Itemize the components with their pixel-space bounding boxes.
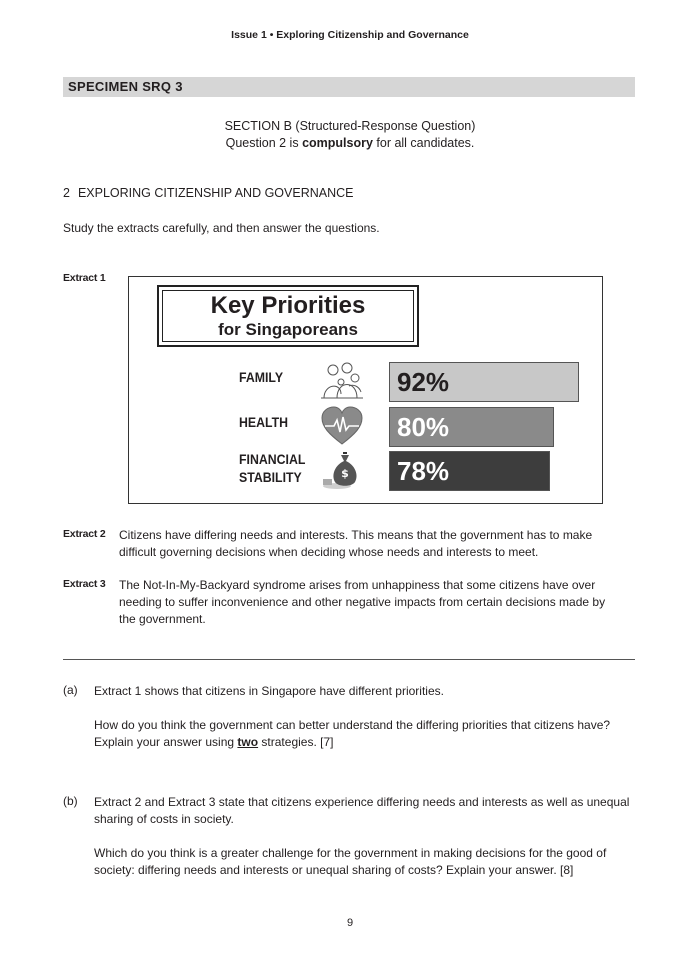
- extract-2-label: Extract 2: [63, 528, 106, 540]
- page-header: Issue 1 • Exploring Citizenship and Governance: [231, 29, 469, 41]
- section-line-2: Question 2 is compulsory for all candidates.: [225, 136, 475, 150]
- specimen-banner: [63, 77, 635, 97]
- category-label-family: FAMILY: [239, 369, 284, 385]
- category-label-health: HEALTH: [239, 414, 289, 430]
- question-number: 2: [63, 186, 70, 200]
- part-b-letter: (b): [63, 794, 78, 808]
- divider-rule: [63, 659, 635, 660]
- chart-title: Key Priorities: [210, 292, 366, 319]
- extract-3-text: The Not-In-My-Backyard syndrome arises from unhappiness that some citizens have over needing to suffer inconvenience and other negative impacts from certain decisions made by the government.: [119, 578, 606, 626]
- bar-health: [389, 407, 554, 447]
- section-line-1: SECTION B (Structured-Response Question): [224, 119, 476, 133]
- section-heading: [0, 118, 700, 152]
- heart-icon: [319, 405, 365, 447]
- part-a-letter: (a): [63, 683, 78, 697]
- money-bag-icon: [319, 449, 365, 491]
- extract-3-label: Extract 3: [63, 578, 106, 590]
- bar-family: [389, 362, 579, 402]
- chart-title-box: [157, 285, 419, 347]
- question-heading: [63, 186, 361, 200]
- bar-value-label: 78%: [397, 456, 450, 486]
- specimen-label: SPECIMEN SRQ 3: [68, 79, 183, 94]
- family-icon: [319, 360, 365, 402]
- question-title: EXPLORING CITIZENSHIP AND GOVERNANCE: [77, 186, 354, 200]
- svg-text:$: $: [341, 467, 349, 480]
- extract-2-text: Citizens have differing needs and interests. This means that the government has to make difficult governing decisions when deciding whose needs and interests to meet.: [119, 528, 593, 559]
- instruction-text: Study the extracts carefully, and then answer the questions.: [63, 221, 380, 235]
- chart-subtitle: for Singaporeans: [218, 320, 358, 339]
- extract-1-chart: [128, 276, 603, 504]
- page-number: 9: [346, 917, 354, 929]
- bar-value-label: 92%: [397, 367, 450, 397]
- bar-value-label: 80%: [397, 412, 450, 442]
- category-label-financial-stability: FINANCIAL STABILITY: [239, 451, 306, 485]
- two-word: two: [237, 735, 259, 749]
- part-a-text: Extract 1 shows that citizens in Singapore have different priorities. How do you think the government can better understand the differing priorities that citizens have? Explain your answer using two strategies. [7]: [94, 684, 611, 749]
- compulsory-word: compulsory: [302, 136, 373, 150]
- extract-1-label: Extract 1: [63, 272, 106, 284]
- part-b-text: Extract 2 and Extract 3 state that citizens experience differing needs and interests as well as unequal sharing of costs in society. Which do you think is a greater challenge for the government in making decisions for the good of society: differing needs and interests or unequal sharing of costs? Explain your answer. [8]: [94, 795, 630, 877]
- bar-financial-stability: [389, 451, 550, 491]
